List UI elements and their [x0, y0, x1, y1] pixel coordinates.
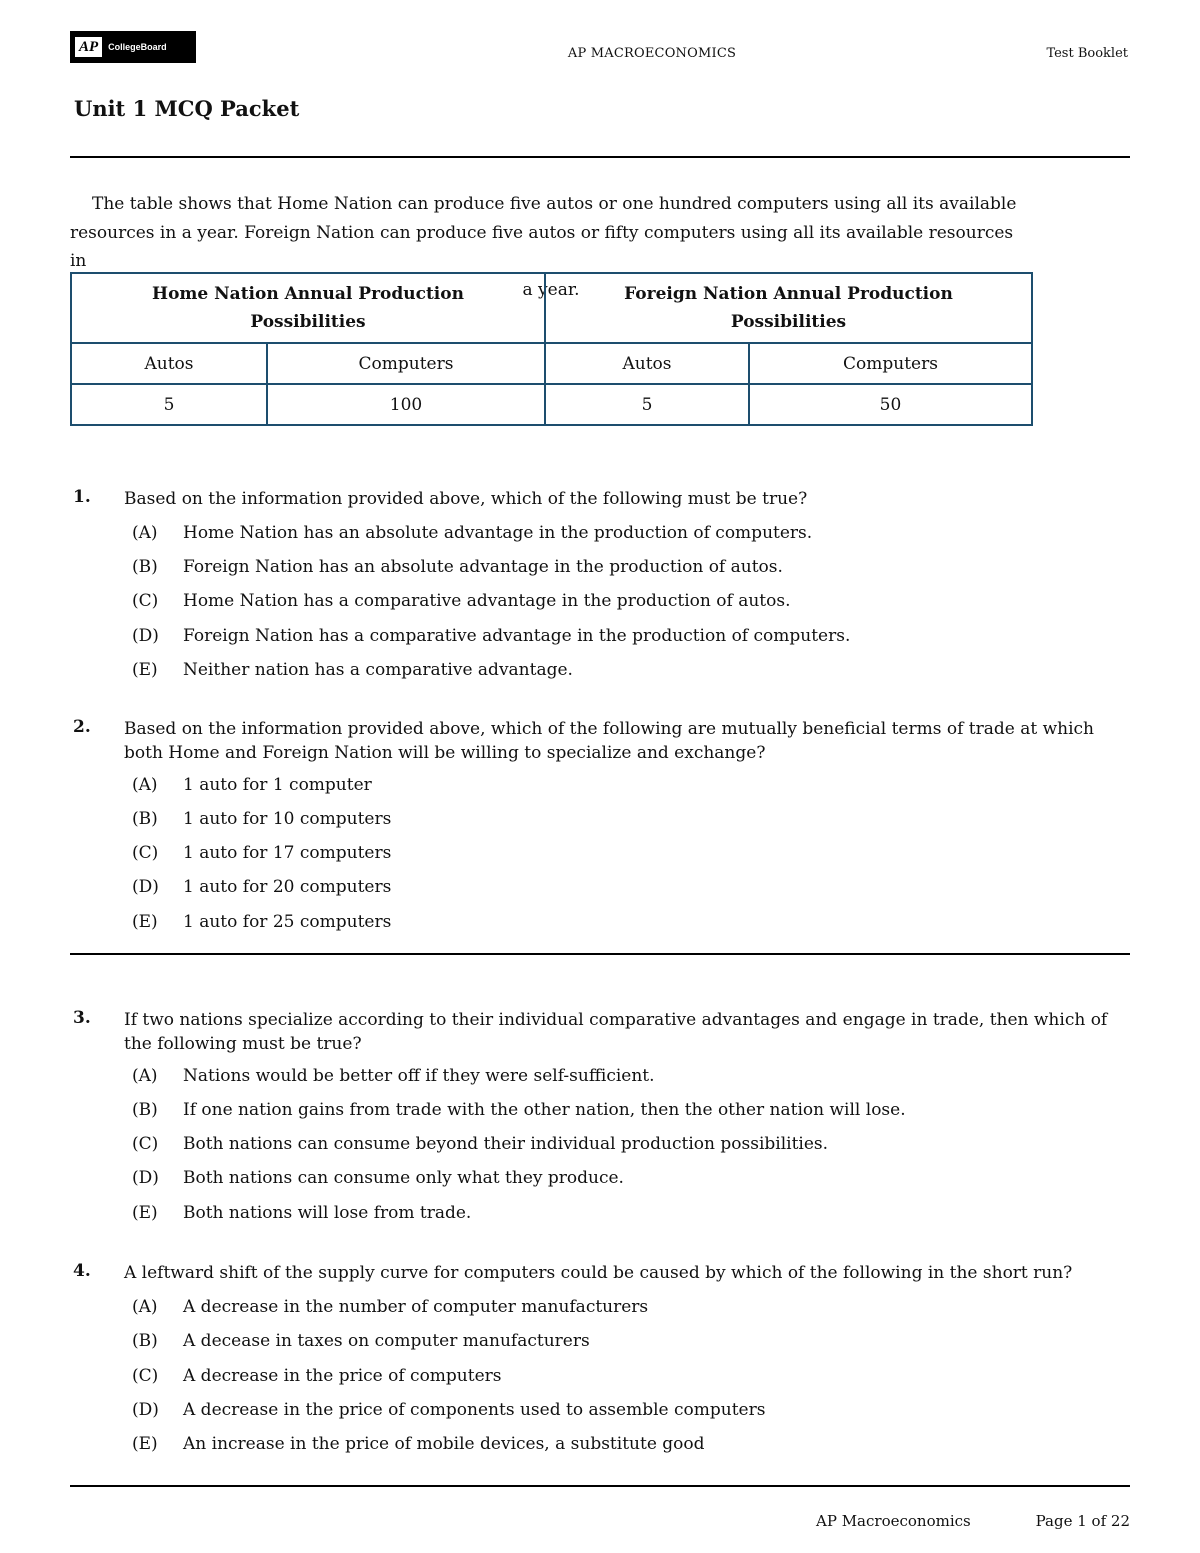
answer-option[interactable] [132, 877, 391, 897]
answer-option[interactable] [132, 1434, 705, 1454]
table-column-row [71, 343, 1032, 384]
option-label: (B) [132, 557, 158, 577]
option-label: (B) [132, 1100, 158, 1120]
page-number: Page 1 of 22 [1035, 1512, 1130, 1530]
answer-option[interactable] [132, 660, 573, 680]
question-number: 1. [73, 487, 91, 507]
answer-option[interactable] [132, 591, 790, 611]
option-text: 1 auto for 10 computers [183, 809, 392, 829]
column-header: Computers [267, 343, 545, 384]
option-label: (D) [132, 1168, 159, 1188]
answer-option[interactable] [132, 843, 391, 863]
question-stem: Based on the information provided above, which of the following are mutually beneficial terms of trade at which both Home and Foreign Nation will be willing to specialize and exchange? [124, 719, 1094, 763]
footer-subject: AP Macroeconomics [816, 1512, 971, 1530]
stimulus-line: a year. [522, 279, 580, 300]
answer-option[interactable] [132, 775, 372, 795]
footer-divider [70, 1485, 1130, 1487]
column-header: Autos [71, 343, 267, 384]
question-number: 2. [73, 717, 91, 737]
answer-option[interactable] [132, 1366, 502, 1386]
answer-option[interactable] [132, 1400, 765, 1420]
option-text: 1 auto for 1 computer [183, 775, 372, 795]
table-cell: 5 [71, 384, 267, 425]
question-stem: If two nations specialize according to their individual comparative advantages and engage in trade, then which of the following must be true? [124, 1010, 1108, 1054]
production-possibilities-table [70, 272, 1033, 426]
answer-option[interactable] [132, 1100, 906, 1120]
option-label: (D) [132, 1400, 159, 1420]
question-number: 4. [73, 1261, 91, 1281]
option-text: Home Nation has an absolute advantage in the production of computers. [183, 523, 813, 543]
option-label: (A) [132, 523, 158, 543]
ap-logo-mark: AP [75, 37, 102, 57]
table-cell: 100 [267, 384, 545, 425]
header-subject: AP MACROECONOMICS [567, 46, 737, 61]
stimulus-line: The table shows that Home Nation can produce five autos or one hundred computers using all its available [92, 194, 1017, 214]
option-label: (C) [132, 1366, 159, 1386]
answer-option[interactable] [132, 912, 391, 932]
question-stem: Based on the information provided above, which of the following must be true? [124, 489, 808, 509]
foreign-nation-header: Foreign Nation Annual Production Possibilities [545, 273, 1032, 343]
option-label: (E) [132, 660, 158, 680]
table-cell: 5 [545, 384, 749, 425]
answer-option[interactable] [132, 1297, 648, 1317]
option-text: A decrease in the price of computers [183, 1366, 502, 1386]
column-header: Computers [749, 343, 1032, 384]
answer-option[interactable] [132, 626, 850, 646]
option-text: Both nations will lose from trade. [183, 1203, 472, 1223]
option-label: (B) [132, 1331, 158, 1351]
table-row [71, 384, 1032, 425]
home-nation-header: Home Nation Annual Production Possibilities [71, 273, 545, 343]
page-title: Unit 1 MCQ Packet [74, 96, 300, 121]
answer-option[interactable] [132, 557, 783, 577]
option-label: (A) [132, 1297, 158, 1317]
option-text: Nations would be better off if they were self-sufficient. [183, 1066, 655, 1086]
option-label: (C) [132, 1134, 159, 1154]
option-label: (A) [132, 1066, 158, 1086]
option-text: Foreign Nation has an absolute advantage in the production of autos. [183, 557, 783, 577]
option-label: (E) [132, 1434, 158, 1454]
question-number: 3. [73, 1008, 91, 1028]
option-text: 1 auto for 17 computers [183, 843, 392, 863]
table-cell: 50 [749, 384, 1032, 425]
option-text: 1 auto for 25 computers [183, 912, 392, 932]
title-divider [70, 156, 1130, 158]
answer-option[interactable] [132, 1203, 471, 1223]
stimulus-line: resources in a year. Foreign Nation can produce five autos or fifty computers using all its available resources in [70, 222, 1014, 271]
option-label: (E) [132, 1203, 158, 1223]
option-text: Both nations can consume beyond their individual production possibilities. [183, 1134, 829, 1154]
answer-option[interactable] [132, 1134, 828, 1154]
option-label: (E) [132, 912, 158, 932]
option-text: Both nations can consume only what they produce. [183, 1168, 624, 1188]
option-label: (D) [132, 626, 159, 646]
option-text: A decease in taxes on computer manufacturers [183, 1331, 590, 1351]
option-text: Foreign Nation has a comparative advantage in the production of computers. [183, 626, 851, 646]
question-stem: A leftward shift of the supply curve for computers could be caused by which of the following in the short run? [124, 1263, 1073, 1283]
college-board-wordmark: CollegeBoard [108, 42, 167, 52]
column-header: Autos [545, 343, 749, 384]
option-text: A decrease in the number of computer manufacturers [183, 1297, 649, 1317]
answer-option[interactable] [132, 1331, 590, 1351]
option-label: (D) [132, 877, 159, 897]
option-label: (B) [132, 809, 158, 829]
option-label: (A) [132, 775, 158, 795]
option-text: A decrease in the price of components used to assemble computers [183, 1400, 766, 1420]
option-text: 1 auto for 20 computers [183, 877, 392, 897]
option-text: Neither nation has a comparative advantage. [183, 660, 573, 680]
table-header-row [71, 273, 1032, 343]
option-label: (C) [132, 591, 159, 611]
answer-option[interactable] [132, 809, 391, 829]
option-text: An increase in the price of mobile devices, a substitute good [183, 1434, 705, 1454]
header-booklet-label: Test Booklet [1046, 46, 1128, 61]
answer-option[interactable] [132, 1168, 624, 1188]
option-text: Home Nation has a comparative advantage in the production of autos. [183, 591, 791, 611]
answer-option[interactable] [132, 523, 812, 543]
section-divider [70, 953, 1130, 955]
option-label: (C) [132, 843, 159, 863]
option-text: If one nation gains from trade with the other nation, then the other nation will lose. [183, 1100, 906, 1120]
answer-option[interactable] [132, 1066, 655, 1086]
